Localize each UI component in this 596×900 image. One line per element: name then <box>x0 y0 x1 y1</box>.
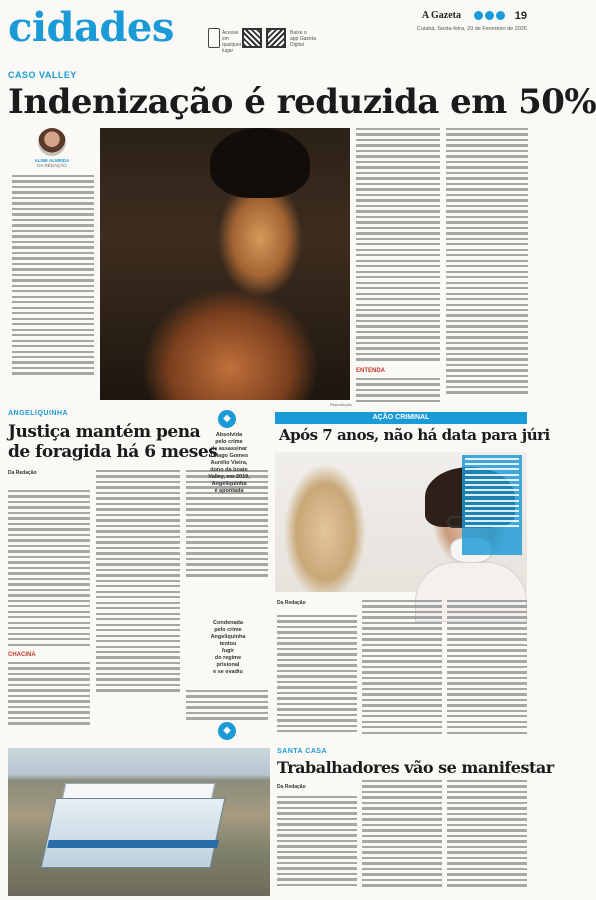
right-text-col-1 <box>277 615 357 736</box>
bottom-text-col-1 <box>277 796 357 889</box>
main-text-col-2 <box>356 128 440 364</box>
left-headline-1: Justiça mantém pena <box>8 422 201 442</box>
left-text-col-3b <box>186 690 268 723</box>
masthead <box>8 6 527 52</box>
qr-caption-right: Baixe o app Gazeta Digital <box>290 30 316 48</box>
share-icon[interactable]: ◆ <box>218 410 236 428</box>
qr-code-icon[interactable] <box>242 28 262 48</box>
main-text-col-1 <box>12 175 94 378</box>
left-text-col-1 <box>8 490 90 649</box>
share-icon[interactable]: ◆ <box>218 722 236 740</box>
bottom-section-label: SANTA CASA <box>277 748 328 755</box>
left-subhead: CHACINA <box>8 652 36 658</box>
author-name: ALINE ALMEIDA DA REDAÇÃO <box>34 158 70 168</box>
right-text-col-3 <box>447 600 527 737</box>
left-headline-2: de foragida há 6 meses <box>8 442 218 462</box>
left-kicker: ANGELIQUINHA <box>8 410 69 417</box>
right-headline: Após 7 anos, não há data para júri <box>279 426 550 444</box>
section-title: cidades <box>8 4 174 51</box>
left-text-col-1b <box>8 662 90 728</box>
qr-code-icon[interactable] <box>266 28 286 48</box>
left-byline: Da Redação <box>8 470 37 476</box>
bottom-photo <box>8 748 270 896</box>
right-byline: Da Redação <box>277 600 306 606</box>
page-number: 19 <box>514 10 527 22</box>
qr-caption-left: Acesse em qualquer lugar <box>222 30 242 54</box>
right-photo-caption-box <box>462 455 522 555</box>
left-text-col-2 <box>96 470 180 695</box>
brand-logo: A Gazeta <box>421 10 461 21</box>
bottom-text-col-3 <box>447 780 527 890</box>
main-text-col-3 <box>446 128 528 397</box>
brand-dots <box>474 11 505 20</box>
right-section-label: AÇÃO CRIMINAL <box>275 412 527 424</box>
main-photo <box>100 128 350 400</box>
right-text-col-2 <box>362 600 442 737</box>
bottom-text-col-2 <box>362 780 442 890</box>
main-text-col-2b <box>356 378 440 405</box>
bottom-headline: Trabalhadores vão se manifestar <box>277 758 554 777</box>
smartphone-icon <box>208 28 220 48</box>
main-subhead: ENTENDA <box>356 368 386 374</box>
photo-credit: Reprodução <box>330 402 352 407</box>
main-kicker: CASO VALLEY <box>8 70 77 80</box>
bottom-byline: Da Redação <box>277 784 306 790</box>
pullquote-1: Absolvida pelo crime de assassinar Thiago Gomes Aurélio Vieira, dono da boate Valley, em 2019, Angeliquinha é apontada <box>208 432 250 494</box>
main-headline: Indenização é reduzida em 50% <box>8 82 596 122</box>
dateline: Cuiabá, Sexta-feira, 20 de Fevereiro de 2026 <box>416 26 527 32</box>
author-avatar <box>38 128 66 156</box>
pullquote-2: Condenada pelo crime Angeliquinha tentou fugir do regime prisional e se evadiu <box>210 620 246 675</box>
